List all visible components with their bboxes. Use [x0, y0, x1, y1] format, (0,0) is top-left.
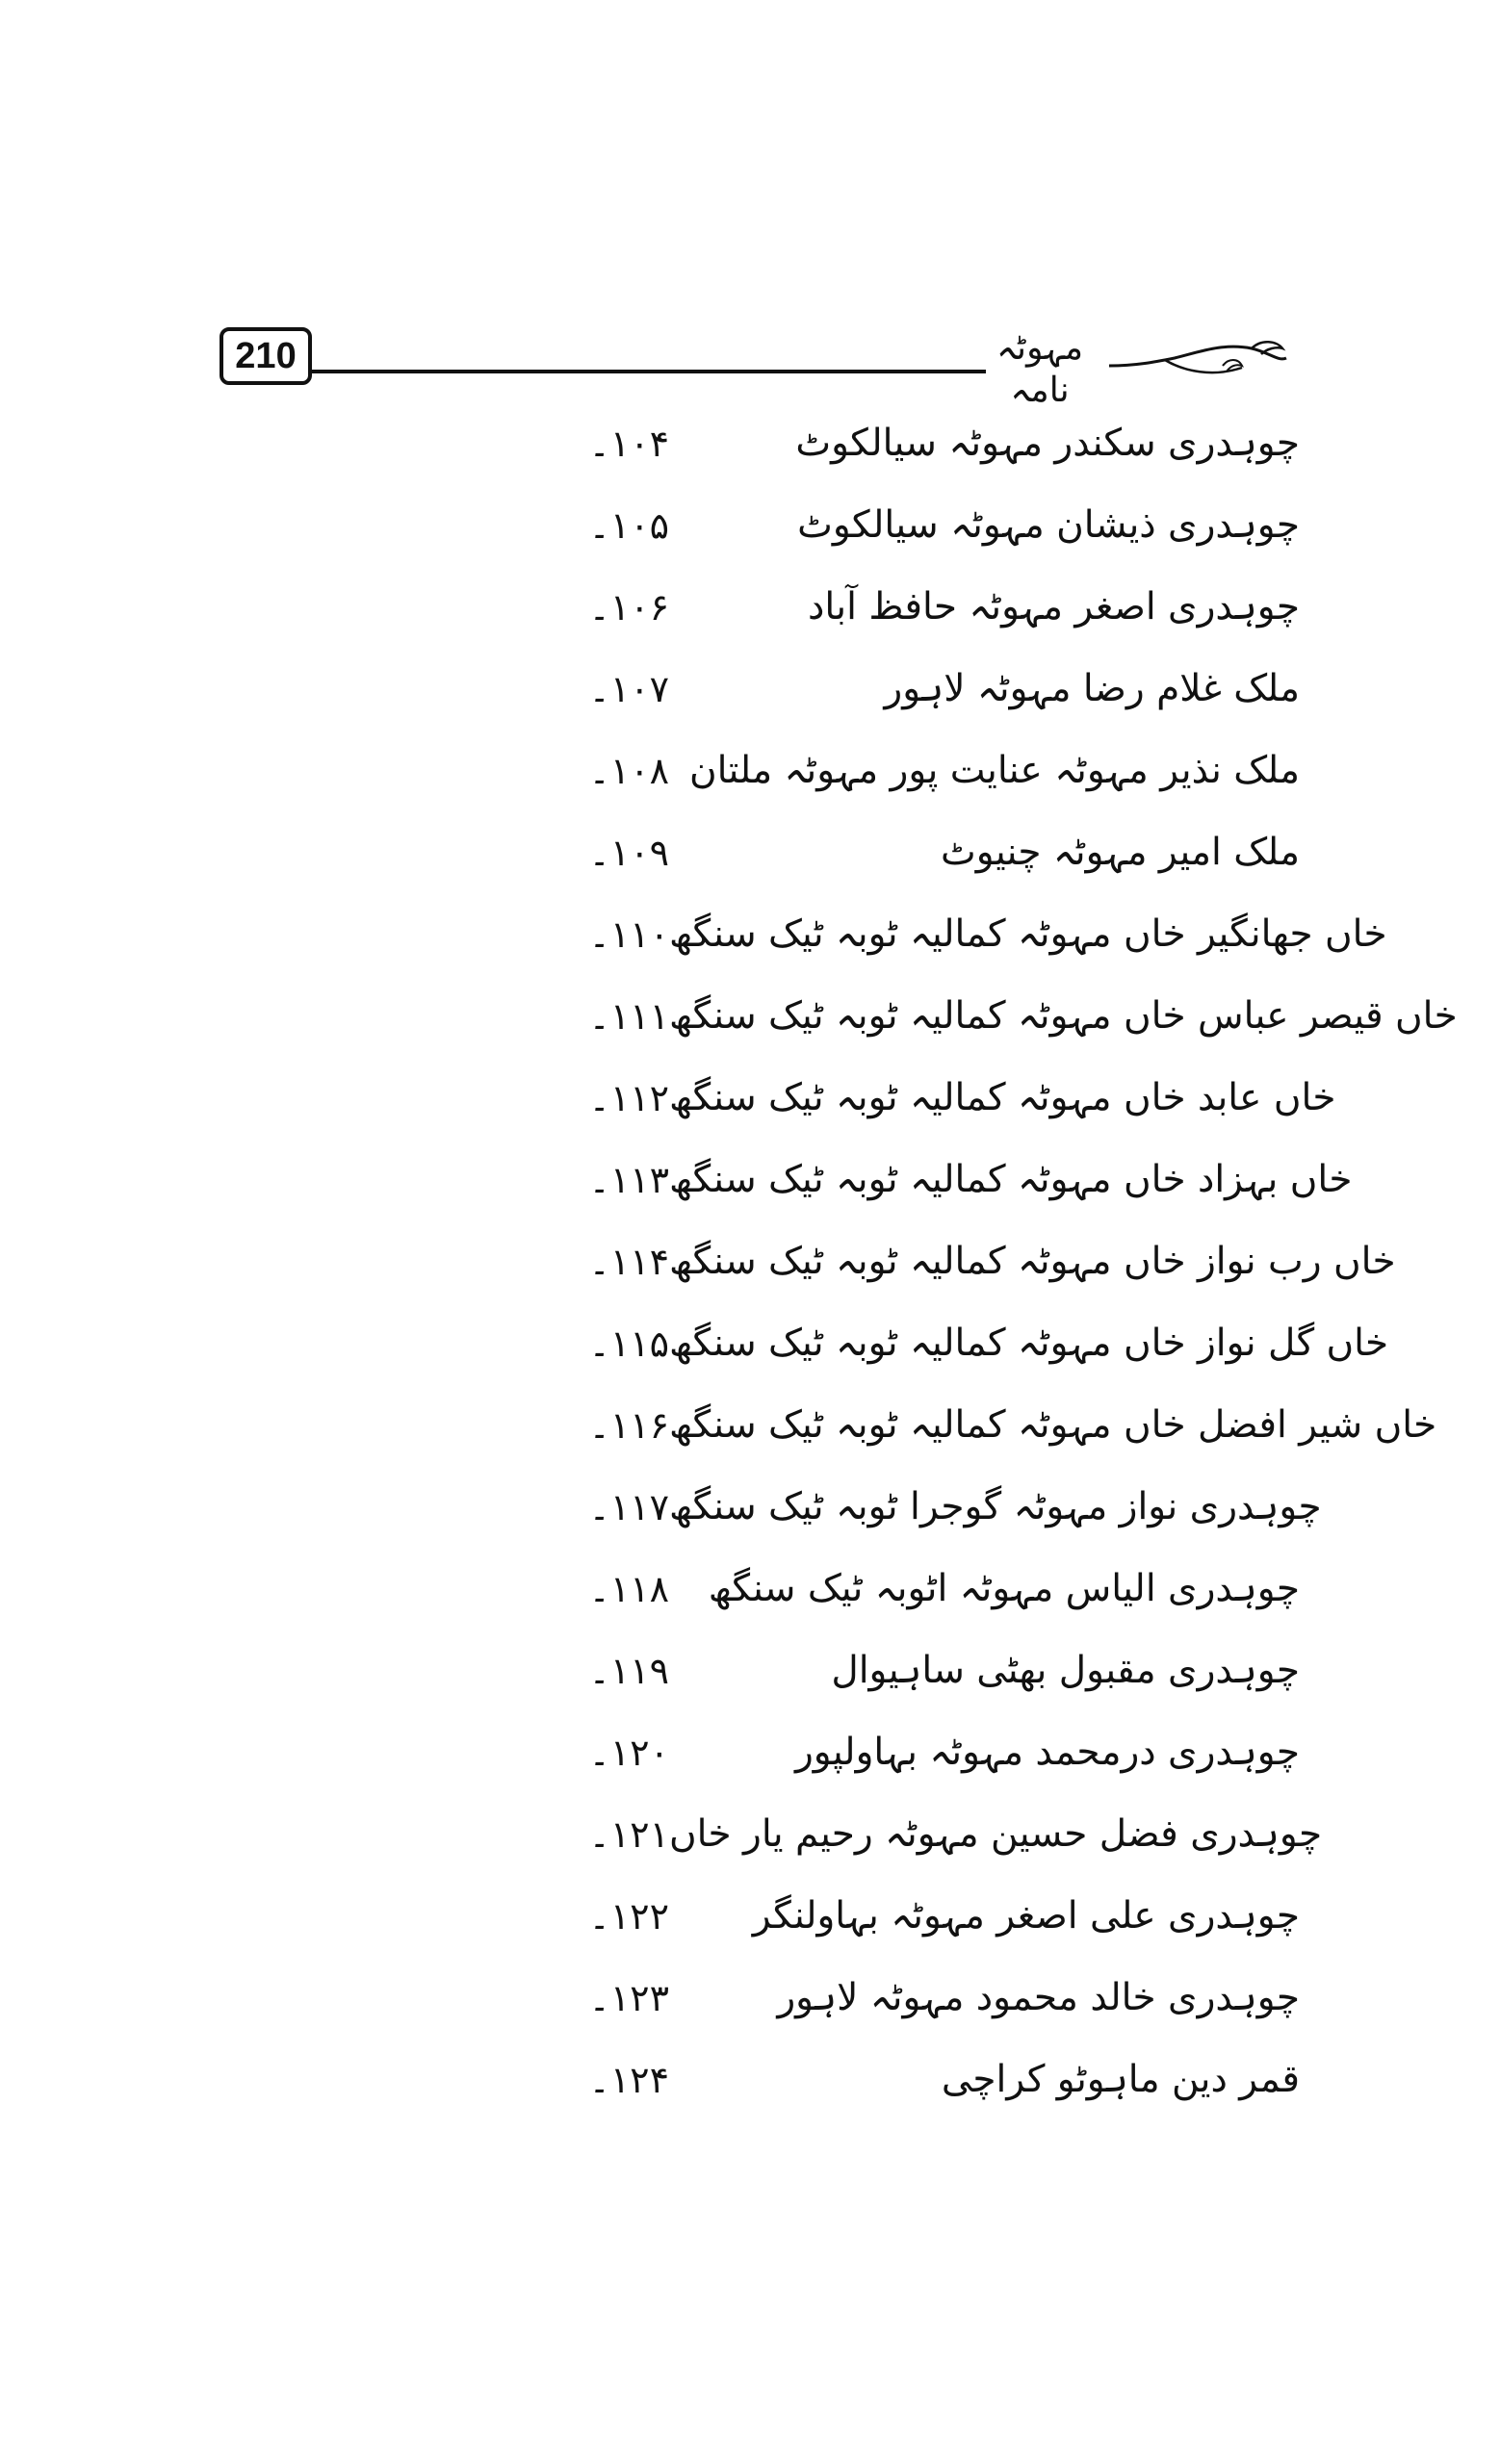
list-item — [539, 1875, 1300, 1957]
entry-number: ۱۲۱۔ — [588, 1812, 669, 1856]
entry-number: ۱۰۸۔ — [588, 749, 669, 792]
entry-number: ۱۰۴۔ — [588, 422, 669, 465]
entry-name: خاں قیصر عباس خاں مہوٹہ کمالیہ ٹوبہ ٹیک سنگھ — [669, 994, 1458, 1038]
list-item — [539, 1793, 1323, 1875]
entry-name: قمر دین ماہوٹو کراچی — [941, 2058, 1300, 2101]
entry-name: چوہدری الیاس مہوٹہ اٹوبہ ٹیک سنگھ — [708, 1567, 1300, 1610]
list-item — [539, 484, 1300, 566]
entry-number: ۱۱۱۔ — [588, 994, 669, 1038]
list-item — [539, 1711, 1300, 1793]
list-item — [539, 402, 1300, 484]
list-item — [539, 1957, 1300, 2039]
entry-name: ملک امیر مہوٹہ چنیوٹ — [940, 831, 1300, 874]
entry-name: ملک نذیر مہوٹہ عنایت پور مہوٹہ ملتان — [689, 749, 1300, 792]
list-item — [539, 893, 1387, 975]
entry-number: ۱۰۹۔ — [588, 831, 669, 874]
entry-name: چوہدری خالد محمود مہوٹہ لاہور — [777, 1976, 1300, 2019]
entry-name: چوہدری ذیشان مہوٹہ سیالکوٹ — [797, 503, 1300, 547]
entry-name: چوہدری سکندر مہوٹہ سیالکوٹ — [795, 422, 1300, 465]
header-ornament — [1107, 337, 1290, 383]
entry-name: ملک غلام رضا مہوٹہ لاہور — [884, 667, 1300, 710]
entry-number: ۱۱۲۔ — [588, 1076, 669, 1119]
entry-name: چوہدری مقبول بھٹی ساہیوال — [831, 1649, 1300, 1692]
list-item — [539, 1384, 1437, 1466]
entry-number: ۱۰۶۔ — [588, 585, 669, 629]
entry-number: ۱۰۷۔ — [588, 667, 669, 710]
list-item — [539, 1302, 1389, 1384]
entry-number: ۱۱۵۔ — [588, 1322, 669, 1365]
entry-number: ۱۲۲۔ — [588, 1894, 669, 1938]
entry-name: خاں شیر افضل خاں مہوٹہ کمالیہ ٹوبہ ٹیک سنگھ — [669, 1403, 1437, 1447]
entry-number: ۱۱۶۔ — [588, 1403, 669, 1447]
entry-number: ۱۱۹۔ — [588, 1649, 669, 1692]
entry-name: چوہدری علی اصغر مہوٹہ بہاولنگر — [752, 1894, 1300, 1938]
entry-number: ۱۱۳۔ — [588, 1158, 669, 1201]
entry-name: چوہدری اصغر مہوٹہ حافظ آباد — [808, 585, 1300, 629]
entry-name: خاں عابد خاں مہوٹہ کمالیہ ٹوبہ ٹیک سنگھ — [669, 1076, 1336, 1119]
list-item — [539, 1548, 1300, 1630]
page-number: 210 — [220, 327, 312, 385]
running-header-title: مہوٹہ نامہ — [996, 328, 1084, 410]
entry-name: خاں رب نواز خاں مہوٹہ کمالیہ ٹوبہ ٹیک سنگھ — [669, 1240, 1396, 1283]
entry-number: ۱۲۰۔ — [588, 1731, 669, 1774]
entry-number: ۱۲۴۔ — [588, 2058, 669, 2101]
list-item — [539, 2039, 1300, 2120]
entry-name: خاں گل نواز خاں مہوٹہ کمالیہ ٹوبہ ٹیک سنگھ — [669, 1322, 1389, 1365]
list-item — [539, 730, 1300, 811]
list-item — [539, 1630, 1300, 1711]
entry-list — [539, 402, 1458, 2120]
entry-number: ۱۲۳۔ — [588, 1976, 669, 2019]
entry-number: ۱۱۴۔ — [588, 1240, 669, 1283]
entry-number: ۱۱۸۔ — [588, 1567, 669, 1610]
list-item — [539, 1220, 1396, 1302]
list-item — [539, 975, 1458, 1057]
list-item — [539, 566, 1300, 648]
entry-number: ۱۰۵۔ — [588, 503, 669, 547]
entry-name: چوہدری فضل حسین مہوٹہ رحیم یار خاں — [669, 1812, 1323, 1856]
entry-number: ۱۱۷۔ — [588, 1485, 669, 1528]
list-item — [539, 1139, 1353, 1220]
entry-name: خاں بہزاد خاں مہوٹہ کمالیہ ٹوبہ ٹیک سنگھ — [669, 1158, 1353, 1201]
header-rule — [312, 370, 986, 373]
entry-name: چوہدری نواز مہوٹہ گوجرا ٹوبہ ٹیک سنگھ — [669, 1485, 1322, 1528]
list-item — [539, 648, 1300, 730]
entry-number: ۱۱۰۔ — [588, 912, 669, 956]
list-item — [539, 1057, 1336, 1139]
list-item — [539, 1466, 1322, 1548]
entry-name: خاں جھانگیر خاں مہوٹہ کمالیہ ٹوبہ ٹیک سنگھ — [669, 912, 1387, 956]
list-item — [539, 811, 1300, 893]
entry-name: چوہدری درمحمد مہوٹہ بہاولپور — [794, 1731, 1300, 1774]
